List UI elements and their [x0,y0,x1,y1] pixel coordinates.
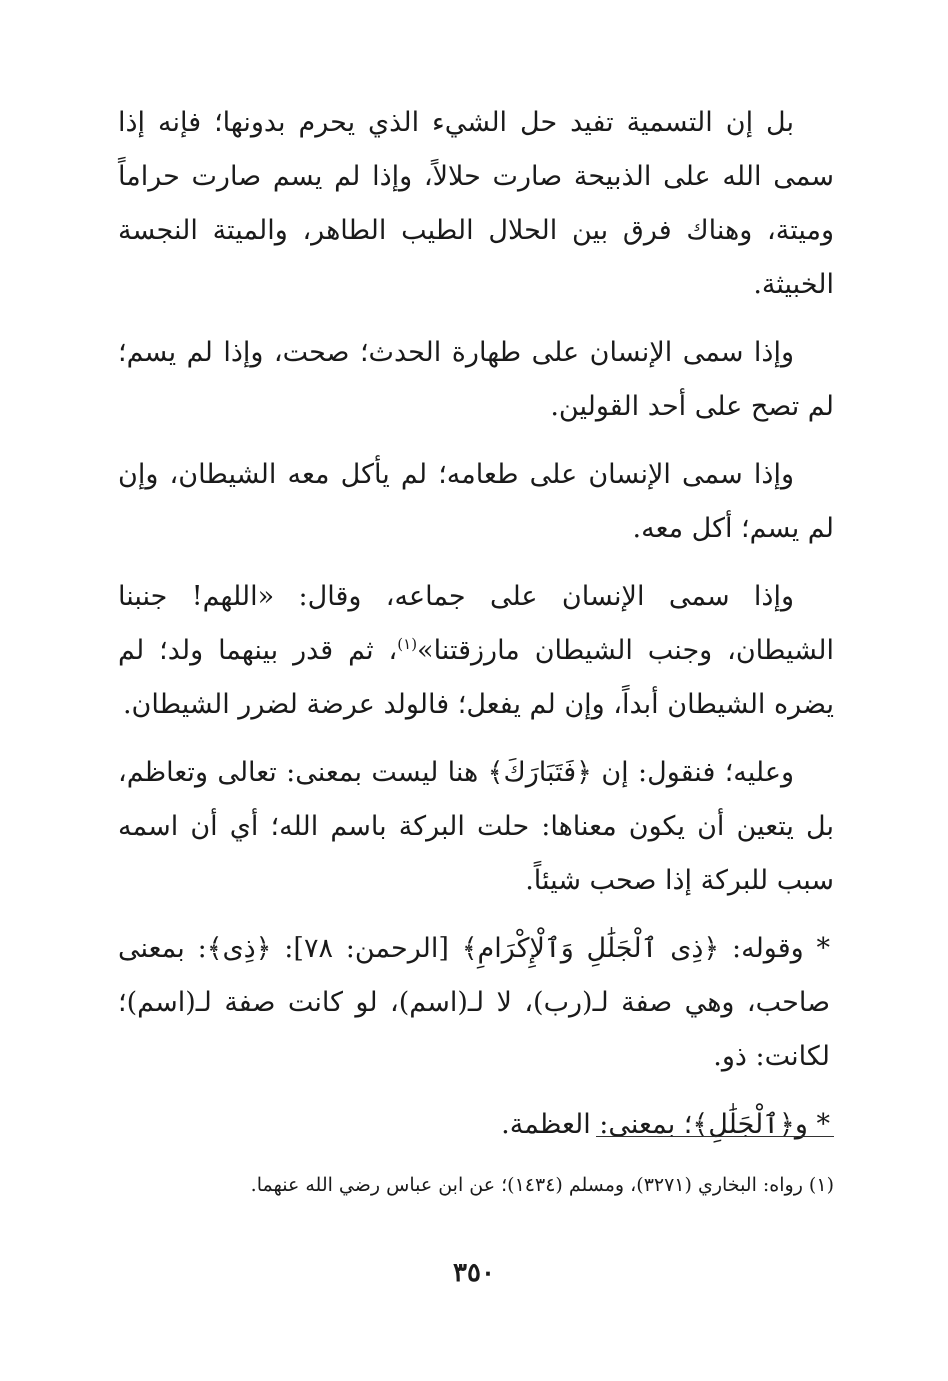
footnote-reference: (١) [397,635,418,653]
main-text [118,96,834,1166]
bullet-paragraph-1: * وقوله: ﴿ذِى ٱلْجَلَٰلِ وَٱلْإِكْرَامِ﴾ [الرحمن: ٧٨]: ﴿ذِى﴾: بمعنى صاحب، وهي صفة لـ(رب)، لا لـ(اسم)، لو كانت صفة لـ(اسم)؛ لكانت: ذو. [118,933,830,1072]
paragraph-3: وإذا سمى الإنسان على طعامه؛ لم يأكل معه الشيطان، وإن لم يسم؛ أكل معه. [118,459,834,544]
footnote-divider [596,1136,834,1137]
paragraph-4-text: وإذا سمى الإنسان على جماعه، وقال: «اللهم! جنبنا الشيطان، وجنب الشيطان مارزقتنا» [118,581,834,666]
paragraph-4 [118,570,834,732]
footnote: (١) رواه: البخاري (٣٢٧١)، ومسلم (١٤٣٤)؛ عن ابن عباس رضي الله عنهما. [250,1174,834,1196]
bullet-paragraph-2: * و﴿ٱلْجَلَٰلِ﴾؛ بمعنى: العظمة. [501,1109,830,1140]
paragraph-2: وإذا سمى الإنسان على طهارة الحدث؛ صحت، وإذا لم يسم؛ لم تصح على أحد القولين. [118,337,834,422]
page-number: ٣٥٠ [453,1258,495,1288]
paragraph-1: بل إن التسمية تفيد حل الشيء الذي يحرم بدونها؛ فإنه إذا سمى الله على الذبيحة صارت حلالاً، وإذا لم يسم صارت حراماً وميتة، وهناك فرق بين الحلال الطيب الطاهر، والميتة النجسة الخبيثة. [118,107,834,300]
paragraph-4-text-continued: ، ثم قدر بينهما ولد؛ لم يضره الشيطان أبداً، وإن لم يفعل؛ فالولد عرضة لضرر الشيطان. [118,635,834,720]
paragraph-5: وعليه؛ فنقول: إن ﴿فَتَبَارَكَ﴾ هنا ليست بمعنى: تعالى وتعاظم، بل يتعين أن يكون معناها: حلت البركة باسم الله؛ أي أن اسمه سبب للبركة إذا صحب شيئاً. [118,757,834,896]
